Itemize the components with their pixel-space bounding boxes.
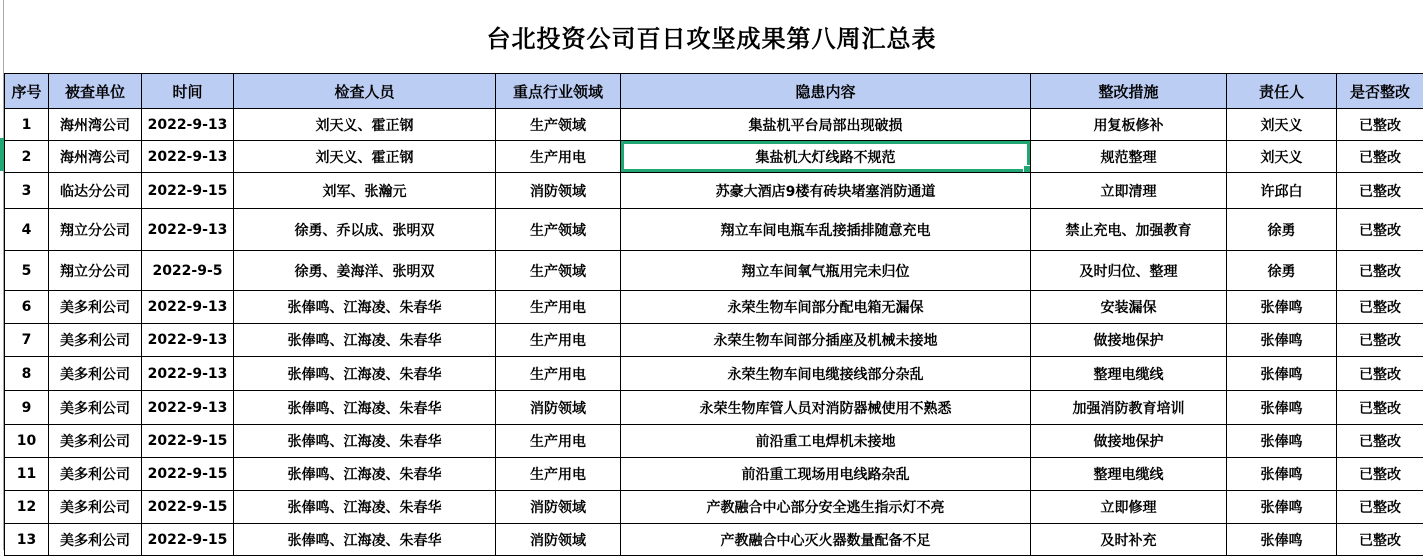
cell-hazard[interactable]: 集盐机平台局部出现破损 xyxy=(621,109,1031,141)
cell-index[interactable]: 1 xyxy=(5,109,49,141)
cell-field[interactable]: 生产用电 xyxy=(496,425,621,458)
table-row xyxy=(5,391,1423,425)
cell-index[interactable]: 11 xyxy=(5,458,49,491)
cell-hazard[interactable]: 翔立车间电瓶车乱接插排随意充电 xyxy=(621,209,1031,251)
cell-index[interactable]: 4 xyxy=(5,209,49,251)
cell-field[interactable]: 消防领域 xyxy=(496,173,621,209)
table-row xyxy=(5,458,1423,491)
cell-owner[interactable]: 张俸鸣 xyxy=(1227,324,1337,357)
cell-unit[interactable]: 翔立分公司 xyxy=(49,209,142,251)
table-row xyxy=(5,324,1423,357)
cell-inspectors[interactable]: 张俸鸣、江海凌、朱春华 xyxy=(234,357,496,391)
cell-hazard-selected[interactable]: 集盐机大灯线路不规范 xyxy=(621,141,1031,173)
cell-unit[interactable]: 美多利公司 xyxy=(49,357,142,391)
column-header-field[interactable]: 重点行业领域 xyxy=(496,74,621,109)
cell-date[interactable]: 2022-9-13 xyxy=(142,357,234,391)
cell-index[interactable]: 12 xyxy=(5,491,49,524)
cell-field[interactable]: 生产用电 xyxy=(496,291,621,324)
cell-owner[interactable]: 张俸鸣 xyxy=(1227,291,1337,324)
column-header-measure[interactable]: 整改措施 xyxy=(1031,74,1227,109)
cell-measure[interactable]: 做接地保护 xyxy=(1031,425,1227,458)
cell-owner[interactable]: 许邱白 xyxy=(1227,173,1337,209)
cell-measure[interactable]: 立即修理 xyxy=(1031,491,1227,524)
cell-unit[interactable]: 美多利公司 xyxy=(49,524,142,556)
cell-unit[interactable]: 海州湾公司 xyxy=(49,109,142,141)
cell-hazard[interactable]: 苏豪大酒店9楼有砖块堵塞消防通道 xyxy=(621,173,1031,209)
cell-index[interactable]: 9 xyxy=(5,391,49,425)
cell-unit[interactable]: 美多利公司 xyxy=(49,391,142,425)
cell-inspectors[interactable]: 张俸鸣、江海凌、朱春华 xyxy=(234,458,496,491)
table-row xyxy=(5,209,1423,251)
table-row xyxy=(5,173,1423,209)
cell-date[interactable]: 2022-9-15 xyxy=(142,458,234,491)
cell-field[interactable]: 生产领域 xyxy=(496,109,621,141)
cell-index[interactable]: 10 xyxy=(5,425,49,458)
cell-status[interactable]: 已整改 xyxy=(1337,109,1423,141)
cell-hazard[interactable]: 永荣生物库管人员对消防器械使用不熟悉 xyxy=(621,391,1031,425)
cell-index[interactable]: 8 xyxy=(5,357,49,391)
cell-measure[interactable]: 及时归位、整理 xyxy=(1031,251,1227,291)
cell-hazard[interactable]: 产教融合中心灭火器数量配备不足 xyxy=(621,524,1031,556)
cell-field[interactable]: 生产用电 xyxy=(496,357,621,391)
cell-date[interactable]: 2022-9-13 xyxy=(142,109,234,141)
cell-field[interactable]: 生产用电 xyxy=(496,324,621,357)
column-header-status[interactable]: 是否整改 xyxy=(1337,74,1423,109)
cell-status[interactable]: 已整改 xyxy=(1337,251,1423,291)
cell-measure[interactable]: 及时补充 xyxy=(1031,524,1227,556)
header-row xyxy=(5,74,1423,109)
cell-index[interactable]: 3 xyxy=(5,173,49,209)
cell-owner[interactable]: 徐勇 xyxy=(1227,209,1337,251)
cell-field[interactable]: 生产领域 xyxy=(496,251,621,291)
cell-owner[interactable]: 张俸鸣 xyxy=(1227,425,1337,458)
table-row xyxy=(5,357,1423,391)
cell-hazard[interactable]: 翔立车间氧气瓶用完未归位 xyxy=(621,251,1031,291)
cell-hazard[interactable]: 永荣生物车间电缆接线部分杂乱 xyxy=(621,357,1031,391)
cell-status[interactable]: 已整改 xyxy=(1337,524,1423,556)
table-row xyxy=(5,291,1423,324)
cell-hazard[interactable]: 永荣生物车间部分配电箱无漏保 xyxy=(621,291,1031,324)
cell-inspectors[interactable]: 张俸鸣、江海凌、朱春华 xyxy=(234,324,496,357)
cell-measure[interactable]: 禁止充电、加强教育 xyxy=(1031,209,1227,251)
cell-measure[interactable]: 加强消防教育培训 xyxy=(1031,391,1227,425)
cell-status[interactable]: 已整改 xyxy=(1337,391,1423,425)
cell-measure[interactable]: 规范整理 xyxy=(1031,141,1227,173)
cell-unit[interactable]: 翔立分公司 xyxy=(49,251,142,291)
cell-date[interactable]: 2022-9-13 xyxy=(142,291,234,324)
cell-inspectors[interactable]: 张俸鸣、江海凌、朱春华 xyxy=(234,524,496,556)
column-header-owner[interactable]: 责任人 xyxy=(1227,74,1337,109)
column-header-index[interactable]: 序号 xyxy=(5,74,49,109)
cell-field[interactable]: 消防领域 xyxy=(496,524,621,556)
cell-date[interactable]: 2022-9-15 xyxy=(142,173,234,209)
cell-date[interactable]: 2022-9-15 xyxy=(142,491,234,524)
cell-owner[interactable]: 刘天义 xyxy=(1227,141,1337,173)
cell-unit[interactable]: 美多利公司 xyxy=(49,291,142,324)
table-row xyxy=(5,524,1423,556)
cell-index[interactable]: 5 xyxy=(5,251,49,291)
table-row xyxy=(5,141,1423,173)
cell-hazard[interactable]: 产教融合中心部分安全逃生指示灯不亮 xyxy=(621,491,1031,524)
cell-unit[interactable]: 临达分公司 xyxy=(49,173,142,209)
cell-unit[interactable]: 美多利公司 xyxy=(49,324,142,357)
cell-measure[interactable]: 安装漏保 xyxy=(1031,291,1227,324)
cell-unit[interactable]: 海州湾公司 xyxy=(49,141,142,173)
column-header-date[interactable]: 时间 xyxy=(142,74,234,109)
cell-field[interactable]: 消防领域 xyxy=(496,491,621,524)
cell-date[interactable]: 2022-9-13 xyxy=(142,141,234,173)
column-header-unit[interactable]: 被查单位 xyxy=(49,74,142,109)
cell-status[interactable]: 已整改 xyxy=(1337,209,1423,251)
cell-measure[interactable]: 整理电缆线 xyxy=(1031,357,1227,391)
cell-index[interactable]: 7 xyxy=(5,324,49,357)
cell-unit[interactable]: 美多利公司 xyxy=(49,458,142,491)
cell-measure[interactable]: 做接地保护 xyxy=(1031,324,1227,357)
cell-status[interactable]: 已整改 xyxy=(1337,491,1423,524)
cell-inspectors[interactable]: 刘天义、霍正钢 xyxy=(234,109,496,141)
cell-field[interactable]: 生产用电 xyxy=(496,141,621,173)
cell-inspectors[interactable]: 张俸鸣、江海凌、朱春华 xyxy=(234,425,496,458)
cell-hazard[interactable]: 前沿重工电焊机未接地 xyxy=(621,425,1031,458)
cell-owner[interactable]: 徐勇 xyxy=(1227,251,1337,291)
cell-status[interactable]: 已整改 xyxy=(1337,425,1423,458)
cell-owner[interactable]: 张俸鸣 xyxy=(1227,524,1337,556)
summary-table xyxy=(4,73,1423,556)
cell-owner[interactable]: 张俸鸣 xyxy=(1227,357,1337,391)
table-body xyxy=(5,109,1423,556)
cell-inspectors[interactable]: 张俸鸣、江海凌、朱春华 xyxy=(234,491,496,524)
page-title: 台北投资公司百日攻坚成果第八周汇总表 xyxy=(0,0,1423,73)
cell-hazard[interactable]: 前沿重工现场用电线路杂乱 xyxy=(621,458,1031,491)
cell-date[interactable]: 2022-9-15 xyxy=(142,524,234,556)
cell-owner[interactable]: 刘天义 xyxy=(1227,109,1337,141)
cell-status[interactable]: 已整改 xyxy=(1337,141,1423,173)
cell-date[interactable]: 2022-9-13 xyxy=(142,324,234,357)
cell-index[interactable]: 13 xyxy=(5,524,49,556)
cell-status[interactable]: 已整改 xyxy=(1337,357,1423,391)
cell-owner[interactable]: 张俸鸣 xyxy=(1227,491,1337,524)
cell-inspectors[interactable]: 张俸鸣、江海凌、朱春华 xyxy=(234,391,496,425)
cell-date[interactable]: 2022-9-5 xyxy=(142,251,234,291)
cell-field[interactable]: 生产领域 xyxy=(496,209,621,251)
cell-field[interactable]: 生产用电 xyxy=(496,458,621,491)
cell-date[interactable]: 2022-9-13 xyxy=(142,391,234,425)
cell-owner[interactable]: 张俸鸣 xyxy=(1227,458,1337,491)
cell-date[interactable]: 2022-9-13 xyxy=(142,209,234,251)
cell-unit[interactable]: 美多利公司 xyxy=(49,425,142,458)
cell-index[interactable]: 2 xyxy=(5,141,49,173)
cell-inspectors[interactable]: 徐勇、姜海洋、张明双 xyxy=(234,251,496,291)
cell-inspectors[interactable]: 刘军、张瀚元 xyxy=(234,173,496,209)
column-header-inspectors[interactable]: 检查人员 xyxy=(234,74,496,109)
cell-owner[interactable]: 张俸鸣 xyxy=(1227,391,1337,425)
table-row xyxy=(5,425,1423,458)
cell-status[interactable]: 已整改 xyxy=(1337,324,1423,357)
cell-unit[interactable]: 美多利公司 xyxy=(49,491,142,524)
cell-index[interactable]: 6 xyxy=(5,291,49,324)
cell-date[interactable]: 2022-9-15 xyxy=(142,425,234,458)
cell-measure[interactable]: 用复板修补 xyxy=(1031,109,1227,141)
cell-inspectors[interactable]: 刘天义、霍正钢 xyxy=(234,141,496,173)
cell-inspectors[interactable]: 张俸鸣、江海凌、朱春华 xyxy=(234,291,496,324)
table-row xyxy=(5,491,1423,524)
cell-hazard[interactable]: 永荣生物车间部分插座及机械未接地 xyxy=(621,324,1031,357)
cell-status[interactable]: 已整改 xyxy=(1337,173,1423,209)
cell-status[interactable]: 已整改 xyxy=(1337,291,1423,324)
cell-status[interactable]: 已整改 xyxy=(1337,458,1423,491)
table-row xyxy=(5,251,1423,291)
table-row xyxy=(5,109,1423,141)
cell-inspectors[interactable]: 徐勇、乔以成、张明双 xyxy=(234,209,496,251)
column-header-hazard[interactable]: 隐患内容 xyxy=(621,74,1031,109)
cell-field[interactable]: 消防领域 xyxy=(496,391,621,425)
cell-measure[interactable]: 立即清理 xyxy=(1031,173,1227,209)
cell-measure[interactable]: 整理电缆线 xyxy=(1031,458,1227,491)
